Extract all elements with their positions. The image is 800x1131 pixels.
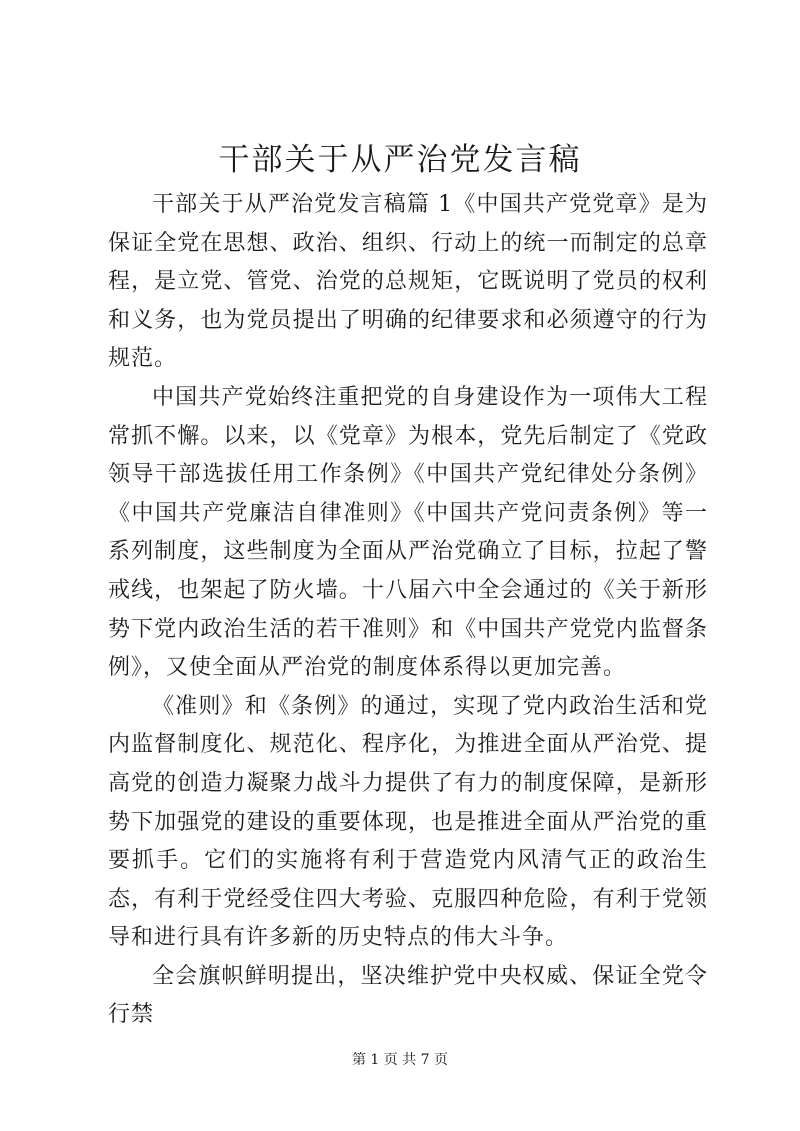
paragraph-4: 全会旗帜鲜明提出，坚决维护党中央权威、保证全党令行禁 [108, 963, 708, 1028]
paragraph-2: 中国共产党始终注重把党的自身建设作为一项伟大工程常抓不懈。以来，以《党章》为根本，党先后制定了《党政领导干部选拔任用工作条例》《中国共产党纪律处分条例》《中国共产党廉洁自律准则》《中国共产党问责条例》等一系列制度，这些制度为全面从严治党确立了目标，拉起了警戒线，也架起了防火墙。十八届六中全会通过的《关于新形势下党内政治生活的若干准则》和《中国共产党党内监督条例》，又使全面从严治党的制度体系得以更加完善。 [108, 384, 708, 681]
paragraph-1: 干部关于从严治党发言稿篇 1《中国共产党党章》是为保证全党在思想、政治、组织、行动上的统一而制定的总章程，是立党、管党、治党的总规矩，它既说明了党员的权利和义务，也为党员提出了明确的纪律要求和必须遵守的行为规范。 [108, 192, 708, 372]
document-title: 干部关于从严治党发言稿 [218, 142, 582, 178]
paragraph-3: 《准则》和《条例》的通过，实现了党内政治生活和党内监督制度化、规范化、程序化，为推进全面从严治党、提高党的创造力凝聚力战斗力提供了有力的制度保障，是新形势下加强党的建设的重要体现，也是推进全面从严治党的重要抓手。它们的实施将有利于营造党内风清气正的政治生态，有利于党经受住四大考验、克服四种危险，有利于党领导和进行具有许多新的历史特点的伟大斗争。 [108, 693, 708, 951]
document-body [108, 186, 708, 1035]
page-footer: 第 1 页 共 7 页 [351, 1052, 449, 1068]
